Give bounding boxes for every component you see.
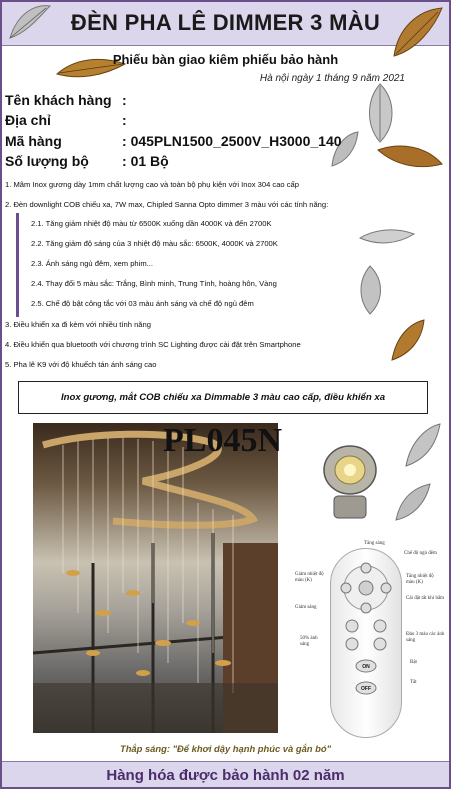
field-customer-name: Tên khách hàng :	[5, 92, 127, 108]
leaf-decoration-photo-right-1	[400, 420, 444, 472]
spec-subitem: 2.1. Tăng giảm nhiệt độ màu từ 6500K xuống dần 4000K và đến 2700K	[31, 219, 272, 228]
field-value: 01 Bộ	[130, 153, 169, 169]
field-label: Số lượng bộ	[5, 153, 89, 169]
spec-subitem: 2.3. Ánh sáng ngủ đêm, xem phim...	[31, 259, 153, 268]
spec-subitem: 2.5. Chế độ bật công tắc với 03 màu ánh sáng và chế độ ngủ đêm	[31, 299, 254, 308]
field-address: Địa chỉ :	[5, 112, 127, 128]
callout-half-light: 50% ánh sáng	[300, 636, 318, 647]
feature-text: Inox gương, mắt COB chiếu xa Dimmable 3 màu cao cấp, điều khiển xa	[60, 392, 386, 403]
remote-buttons	[330, 548, 402, 738]
spec-subitems	[16, 213, 356, 317]
leaf-decoration-photo-right-2	[392, 480, 434, 524]
field-value: 045PLN1500_2500V_H3000_140	[130, 133, 342, 149]
warranty-text: Hàng hóa được bảo hành 02 năm	[106, 767, 345, 784]
product-photo	[33, 423, 278, 733]
field-label: Địa chỉ	[5, 112, 51, 128]
spec-subitem: 2.2. Tăng giảm độ sáng của 3 nhiệt độ màu sắc: 6500K, 4000K và 2700K	[31, 239, 278, 248]
page-title: ĐÈN PHA LÊ DIMMER 3 MÀU	[70, 10, 381, 35]
leaf-decoration-silver-mid	[358, 226, 416, 248]
document-date: Hà nội ngày 1 tháng 9 năm 2021	[259, 73, 405, 84]
callout-brightness-up: Tăng sáng	[364, 541, 385, 546]
spec-item-4: 4. Điều khiển qua bluetooth với chương trình SC Lighting được cài đặt trên Smartphone	[5, 340, 301, 349]
slogan: Thắp sáng: "Để khơi dậy hạnh phúc và gắn bó"	[119, 743, 332, 754]
callout-warm-up: Tăng nhiệt độ màu (K)	[406, 574, 434, 585]
leaf-decoration-silver-lower	[352, 264, 388, 316]
spec-item-3: 3. Điều khiển xa đi kèm với nhiều tính năng	[5, 320, 151, 329]
model-code: PL045N	[163, 422, 282, 459]
callout-night-mode: Chế độ ngủ đêm	[404, 551, 437, 556]
spec-subitem: 2.4. Thay đổi 5 màu sắc: Trắng, Bình minh, Trung Tính, hoàng hôn, Vàng	[31, 279, 277, 288]
chandelier-illustration	[33, 423, 278, 733]
leaf-decoration-gold-right	[376, 140, 444, 174]
field-product-code: Mã hàng : 045PLN1500_2500V_H3000_140	[5, 133, 342, 149]
field-label: Tên khách hàng	[5, 92, 112, 108]
remote-on-label: ON	[362, 664, 370, 670]
callout-warm-down: Giảm nhiệt độ màu (K)	[295, 572, 324, 583]
spec-item-2: 2. Đèn downlight COB chiếu xa, 7W max, Chipled Sanna Opto dimmer 3 màu với các tính năng:	[5, 200, 329, 209]
spec-item-5: 5. Pha lê K9 với độ khuếch tán ánh sáng cao	[5, 360, 157, 369]
callout-three-color: Đảo 3 màu các ánh sáng	[406, 632, 445, 643]
leaf-decoration-silver-right	[360, 82, 400, 144]
feature-box	[18, 381, 428, 414]
document-subtitle: Phiếu bàn giao kiêm phiếu bảo hành	[112, 52, 339, 67]
field-quantity: Số lượng bộ : 01 Bộ	[5, 153, 169, 169]
spec-item-1: 1. Mâm Inox gương dày 1mm chất lượng cao và toàn bộ phụ kiện với Inox 304 cao cấp	[5, 180, 300, 189]
callout-off: Tắt	[410, 680, 417, 685]
leaf-decoration-top-left	[6, 2, 54, 44]
callout-on: Bật	[410, 660, 417, 665]
warranty-banner	[2, 761, 449, 787]
remote-off-label: OFF	[361, 686, 371, 692]
field-label: Mã hàng	[5, 133, 62, 149]
cob-spotlight-image	[316, 440, 384, 528]
callout-timer: Cài đặt tắt khi bấm	[406, 596, 445, 601]
leaf-decoration-gold-lower	[388, 316, 428, 364]
callout-dim: Giảm sáng	[295, 605, 317, 610]
title-banner	[2, 2, 449, 46]
